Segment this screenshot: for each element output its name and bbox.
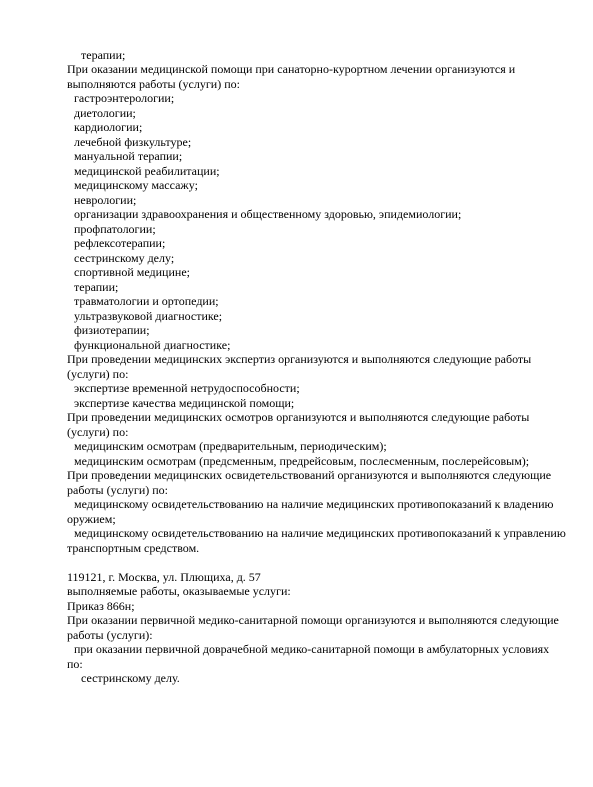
text-line: При проведении медицинских осмотров организуются и выполняются следующие работы [67,410,530,424]
text-line: оружием; [67,512,116,526]
text-line: организации здравоохранения и общественному здоровью, эпидемиологии; [74,207,462,221]
text-line: медицинскому массажу; [74,178,198,192]
text-line: медицинским осмотрам (предварительным, периодическим); [74,439,387,453]
text-line: сестринскому делу. [81,671,180,685]
text-line: При оказании медицинской помощи при санаторно-курортном лечении организуются и [67,62,516,76]
text-line: При проведении медицинских экспертиз организуются и выполняются следующие работы [67,352,532,366]
text-line: лечебной физкультуре; [74,135,192,149]
text-line: профпатологии; [74,222,156,236]
text-line: функциональной диагностике; [74,338,231,352]
text-line: кардиологии; [74,120,143,134]
text-line: медицинским осмотрам (предсменным, предрейсовым, послесменным, послерейсовым); [74,454,530,468]
text-line: медицинскому освидетельствованию на наличие медицинских противопоказаний к владению [74,497,554,511]
text-line: рефлексотерапии; [74,236,166,250]
text-line: мануальной терапии; [74,149,183,163]
text-line: выполняются работы (услуги) по: [67,77,240,91]
text-line: выполняемые работы, оказываемые услуги: [67,584,291,598]
text-line: медицинской реабилитации; [74,164,220,178]
text-line: физиотерапии; [74,323,150,337]
text-line: транспортным средством. [67,541,200,555]
text-line: При проведении медицинских освидетельствований организуются и выполняются следующие [67,468,552,482]
text-line: медицинскому освидетельствованию на наличие медицинских противопоказаний к управлению [74,526,566,540]
text-line: работы (услуги): [67,628,153,642]
text-line: травматологии и ортопедии; [74,294,219,308]
text-line: гастроэнтерологии; [74,91,175,105]
address-line: 119121, г. Москва, ул. Плющиха, д. 57 [67,570,261,584]
text-line: экспертизе качества медицинской помощи; [74,396,295,410]
text-line: Приказ 866н; [67,599,135,613]
text-line: спортивной медицине; [74,265,190,279]
text-line: неврологии; [74,193,137,207]
text-line: ультразвуковой диагностике; [74,309,223,323]
text-line: при оказании первичной доврачебной медико-санитарной помощи в амбулаторных условиях [74,642,550,656]
text-line: терапии; [74,280,119,294]
text-line: сестринскому делу; [74,251,175,265]
text-line: диетологии; [74,106,136,120]
text-line: работы (услуги) по: [67,483,168,497]
text-line: (услуги) по: [67,425,129,439]
text-line: экспертизе временной нетрудоспособности; [74,381,300,395]
text-line: терапии; [81,48,126,62]
text-line: (услуги) по: [67,367,129,381]
text-line: по: [67,657,83,671]
text-line: При оказании первичной медико-санитарной помощи организуются и выполняются следующие [67,613,559,627]
